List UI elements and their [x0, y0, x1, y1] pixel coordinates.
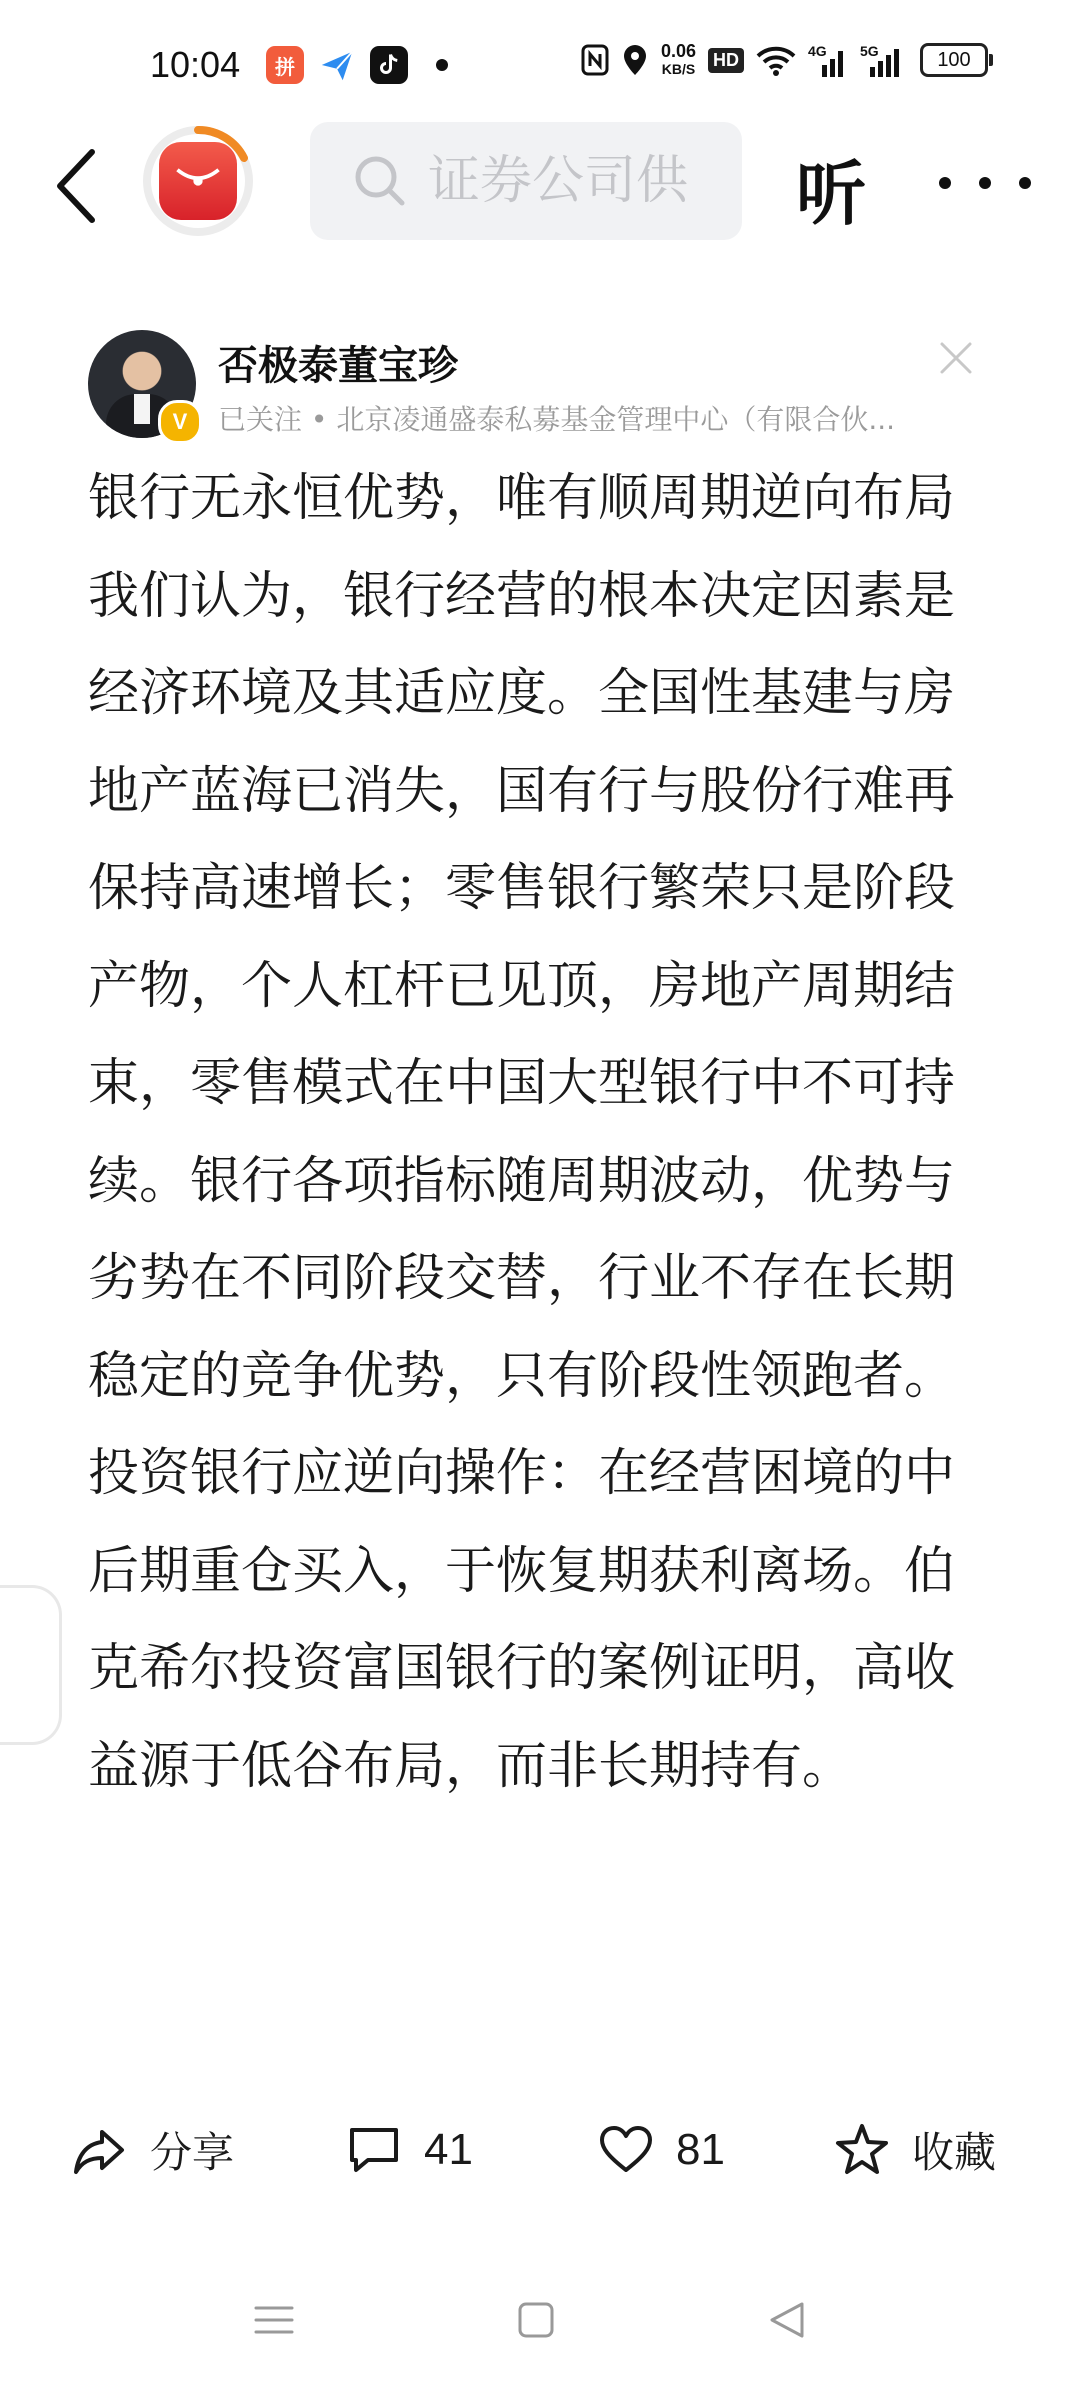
back-button[interactable] — [48, 146, 108, 226]
status-time: 10:04 — [150, 44, 241, 85]
comment-button[interactable] — [346, 2105, 473, 2195]
article-content — [88, 450, 968, 1815]
author-name[interactable]: 否极泰董宝珍 — [218, 343, 458, 389]
share-label: 分享 — [150, 2128, 235, 2177]
square-home-icon — [506, 2290, 566, 2350]
action-bar — [0, 2105, 1080, 2195]
menu-lines-icon — [244, 2290, 304, 2350]
side-edge-handle[interactable] — [0, 1585, 62, 1745]
system-nav-bar — [0, 2250, 1080, 2400]
search-icon — [352, 153, 408, 209]
status-right — [581, 42, 988, 78]
nav-menu-button[interactable] — [244, 2290, 304, 2350]
search-bar[interactable] — [310, 122, 742, 240]
signal-4g-icon: 4G — [808, 43, 848, 77]
search-input[interactable] — [426, 150, 730, 212]
notification-dot-icon — [436, 59, 448, 71]
app-logo-button[interactable] — [143, 126, 253, 236]
heart-icon — [598, 2122, 654, 2178]
comment-bubble-icon — [346, 2122, 402, 2178]
article-title: 银行无永恒优势，唯有顺周期逆向布局 — [88, 469, 956, 528]
nfc-icon — [581, 44, 609, 76]
close-icon — [936, 338, 976, 378]
nav-home-button[interactable] — [506, 2290, 566, 2350]
avatar-collar-shape — [134, 394, 150, 424]
location-icon — [621, 43, 649, 77]
like-count: 81 — [676, 2125, 725, 2174]
like-button[interactable] — [598, 2105, 725, 2195]
paper-plane-app-icon — [318, 46, 356, 84]
net-speed: 0.06 KB/S — [660, 41, 696, 77]
status-bar — [0, 0, 1080, 120]
triangle-back-icon — [758, 2290, 818, 2350]
wifi-icon — [756, 44, 796, 76]
close-button[interactable] — [936, 338, 976, 378]
status-app-icons — [266, 46, 448, 84]
more-button[interactable] — [930, 158, 1040, 208]
tiktok-app-icon — [370, 46, 408, 84]
signal-5g-icon: 5G — [860, 43, 908, 77]
star-icon — [834, 2122, 890, 2178]
comment-count: 41 — [424, 2125, 473, 2174]
nav-back-button[interactable] — [758, 2290, 818, 2350]
battery-icon: 100 — [920, 43, 988, 77]
progress-arc-icon — [143, 126, 253, 236]
share-button[interactable] — [72, 2105, 234, 2195]
listen-button[interactable]: 听 — [796, 153, 866, 235]
more-horizontal-icon — [930, 158, 1040, 208]
hd-badge: HD — [708, 48, 744, 73]
verified-badge-icon: V — [158, 400, 202, 444]
article-body: 我们认为，银行经营的根本决定因素是经济环境及其适应度。全国性基建与房地产蓝海已消失，国有行与股份行难再保持高速增长；零售银行繁荣只是阶段产物，个人杠杆已见顶，房地产周期结束，零售模式在中国大型银行中不可持续。银行各项指标随周期波动，优势与劣势在不同阶段交替，行业不存在长期稳定的竞争优势，只有阶段性领跑者。投资银行应逆向操作：在经营困境的中后期重仓买入，于恢复期获利离场。伯克希尔投资富国银行的案例证明，高收益源于低谷布局，而非长期持有。 — [88, 566, 956, 1796]
author-meta: 已关注 • 北京凌通盛泰私募基金管理中心（有限合伙... — [218, 403, 896, 436]
chevron-left-icon — [48, 146, 108, 226]
shopping-app-icon: 拼 — [266, 46, 304, 84]
author-row — [88, 330, 1008, 450]
share-arrow-icon — [72, 2122, 128, 2178]
favorite-label: 收藏 — [912, 2128, 997, 2177]
favorite-button[interactable] — [834, 2105, 996, 2195]
